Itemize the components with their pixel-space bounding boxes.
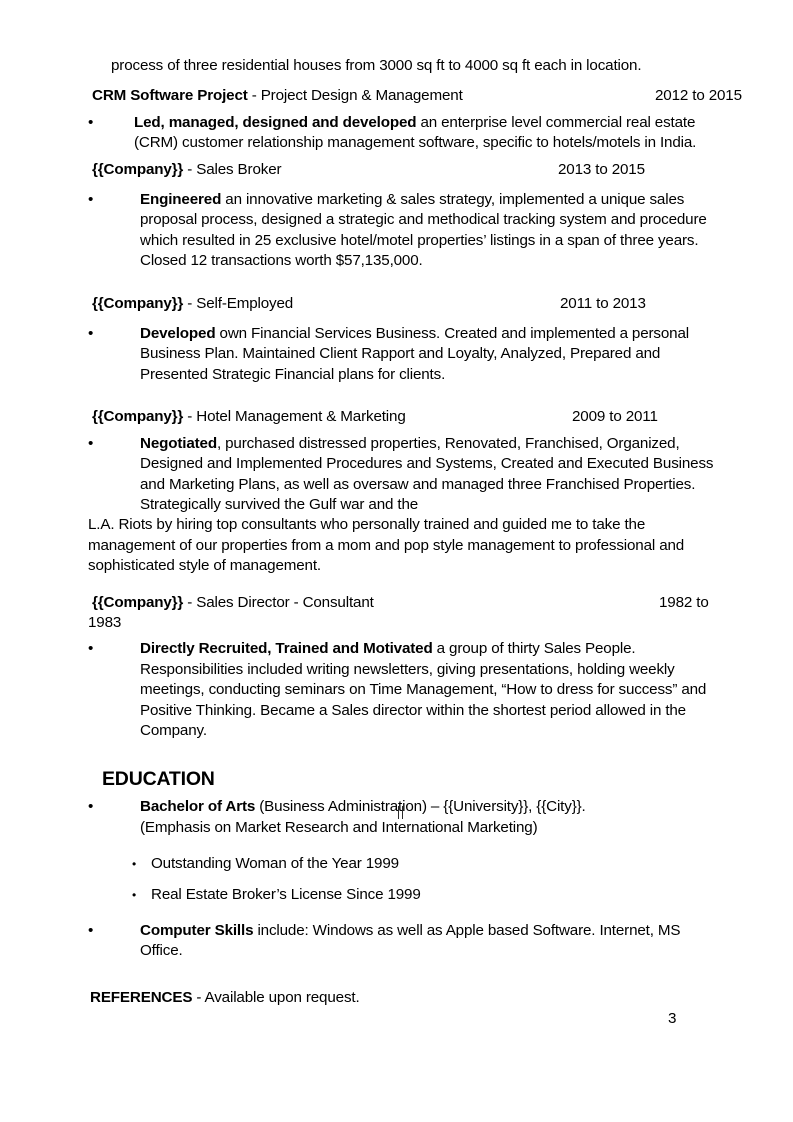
references-line <box>88 988 722 1008</box>
achievement-text: an innovative marketing & sales strategy, implemented a unique sales proposal process, designed a strategic and methodical tracking system and procedure which resulted in 25 exclusive hotel/motel properties’ listings in a span of three years. Closed 12 transactions worth $57,135,000. <box>140 191 707 270</box>
education-award-item <box>88 854 722 874</box>
skills-text: include: Windows as well as Apple based Software. Internet, MS Office. <box>140 922 681 960</box>
achievement-lead: Engineered <box>140 191 222 209</box>
spacer <box>88 962 722 988</box>
achievement-text: , purchased distressed properties, Renovated, Franchised, Organized, Designed and Implemented Procedures and Systems, Created and Executed Business and Marketing Plans, as well as oversaw and managed three Franchised Properties. Strategically survived the Gulf war and the <box>140 434 714 513</box>
job-dates: 2013 to 2015 <box>558 160 645 178</box>
job-title: CRM Software Project <box>92 87 248 105</box>
job-heading <box>88 407 722 427</box>
achievement-lead: Negotiated <box>140 434 217 452</box>
bullet-point-icon: • <box>88 798 94 816</box>
job-separator: - <box>183 408 197 426</box>
education-award-item <box>88 885 722 905</box>
sub-bullet-point-icon: • <box>132 887 137 902</box>
achievement-bullet <box>88 434 722 516</box>
job-title: {{Company}} <box>92 408 184 426</box>
job-heading <box>88 160 722 180</box>
document-body <box>88 56 742 1008</box>
achievement-bullet <box>88 324 722 385</box>
job-dates: 2009 to 2011 <box>572 408 658 426</box>
job-role: Hotel Management & Marketing <box>196 408 406 426</box>
achievement-text: a group of thirty Sales People. Responsibilities included writing newsletters, giving presentations, holding weekly meetings, conducting seminars on Time Management, “How to dress for success” and Positive Thinking. Became a Sales director within the shortest period allowed in the Company. <box>140 640 707 739</box>
job-dates: 1982 to <box>659 593 709 611</box>
award-text: Outstanding Woman of the Year 1999 <box>151 855 399 873</box>
spacer <box>88 838 722 854</box>
text-caret-artifact <box>398 806 403 819</box>
job-title: {{Company}} <box>92 294 184 312</box>
achievement-lead: Developed <box>140 325 216 343</box>
job-separator: - <box>183 294 197 312</box>
education-degree-emphasis <box>88 818 722 838</box>
bullet-point-icon: • <box>88 434 94 452</box>
job-separator: - <box>183 160 197 178</box>
job-role: Sales Director - Consultant <box>196 593 374 611</box>
bullet-point-icon: • <box>88 113 94 131</box>
award-text: Real Estate Broker’s License Since 1999 <box>151 885 421 903</box>
job-heading <box>88 593 722 613</box>
job-title: {{Company}} <box>92 160 184 178</box>
achievement-continuation: L.A. Riots by hiring top consultants who personally trained and guided me to take the management of our properties from a mom and pop style management to professional and sophisticated style of management. <box>88 516 685 575</box>
achievement-bullet <box>88 113 722 154</box>
job-dates: 2011 to 2013 <box>560 294 646 312</box>
references-text: - Available upon request. <box>192 988 360 1006</box>
spacer <box>88 741 722 767</box>
job-separator: - <box>247 87 261 105</box>
job-dates-wrap: 1983 <box>88 613 122 631</box>
spacer <box>88 76 722 86</box>
degree-emphasis-text: (Emphasis on Market Research and International Marketing) <box>140 818 538 836</box>
job-heading <box>88 86 742 106</box>
job-dates: 2012 to 2015 <box>655 87 742 105</box>
job-role: Self-Employed <box>196 294 294 312</box>
bullet-point-icon: • <box>88 922 94 939</box>
spacer <box>88 180 722 190</box>
sub-bullet-point-icon: • <box>132 857 137 872</box>
achievement-bullet <box>88 190 722 272</box>
achievement-lead: Led, managed, designed and developed <box>134 113 417 131</box>
job-title: {{Company}} <box>92 593 184 611</box>
achievement-lead: Directly Recruited, Trained and Motivated <box>140 640 433 658</box>
spacer <box>88 875 722 885</box>
spacer <box>88 272 722 294</box>
achievement-text: an enterprise level commercial real estate (CRM) customer relationship management software, specific to hotels/motels in India. <box>134 113 697 152</box>
degree-detail: (Business Administration) – {{University}}, {{City}}. <box>255 798 586 816</box>
page-number: 3 <box>668 1010 677 1027</box>
computer-skills-bullet <box>88 921 722 962</box>
spacer <box>88 314 722 324</box>
job-heading <box>88 294 722 314</box>
references-label: REFERENCES <box>90 988 193 1006</box>
achievement-text: own Financial Services Business. Created and implemented a personal Business Plan. Maintained Client Rapport and Loyalty, Analyzed, Prepared and Presented Strategic Financial plans for clients. <box>140 325 689 383</box>
skills-lead: Computer Skills <box>140 922 254 939</box>
bullet-point-icon: • <box>88 325 94 343</box>
bullet-point-icon: • <box>88 640 94 658</box>
spacer <box>88 905 722 921</box>
spacer <box>88 577 722 593</box>
bullet-point-icon: • <box>88 191 94 209</box>
job-role: Project Design & Management <box>260 87 463 105</box>
education-section-heading: EDUCATION <box>102 768 215 791</box>
degree-name: Bachelor of Arts <box>140 798 256 816</box>
spacer <box>88 385 722 407</box>
achievement-bullet <box>88 639 722 741</box>
job-separator: - <box>183 593 197 611</box>
intro-continuation-line: process of three residential houses from 3000 sq ft to 4000 sq ft each in location. <box>111 57 642 74</box>
job-role: Sales Broker <box>196 160 282 178</box>
education-degree-bullet <box>88 797 722 817</box>
